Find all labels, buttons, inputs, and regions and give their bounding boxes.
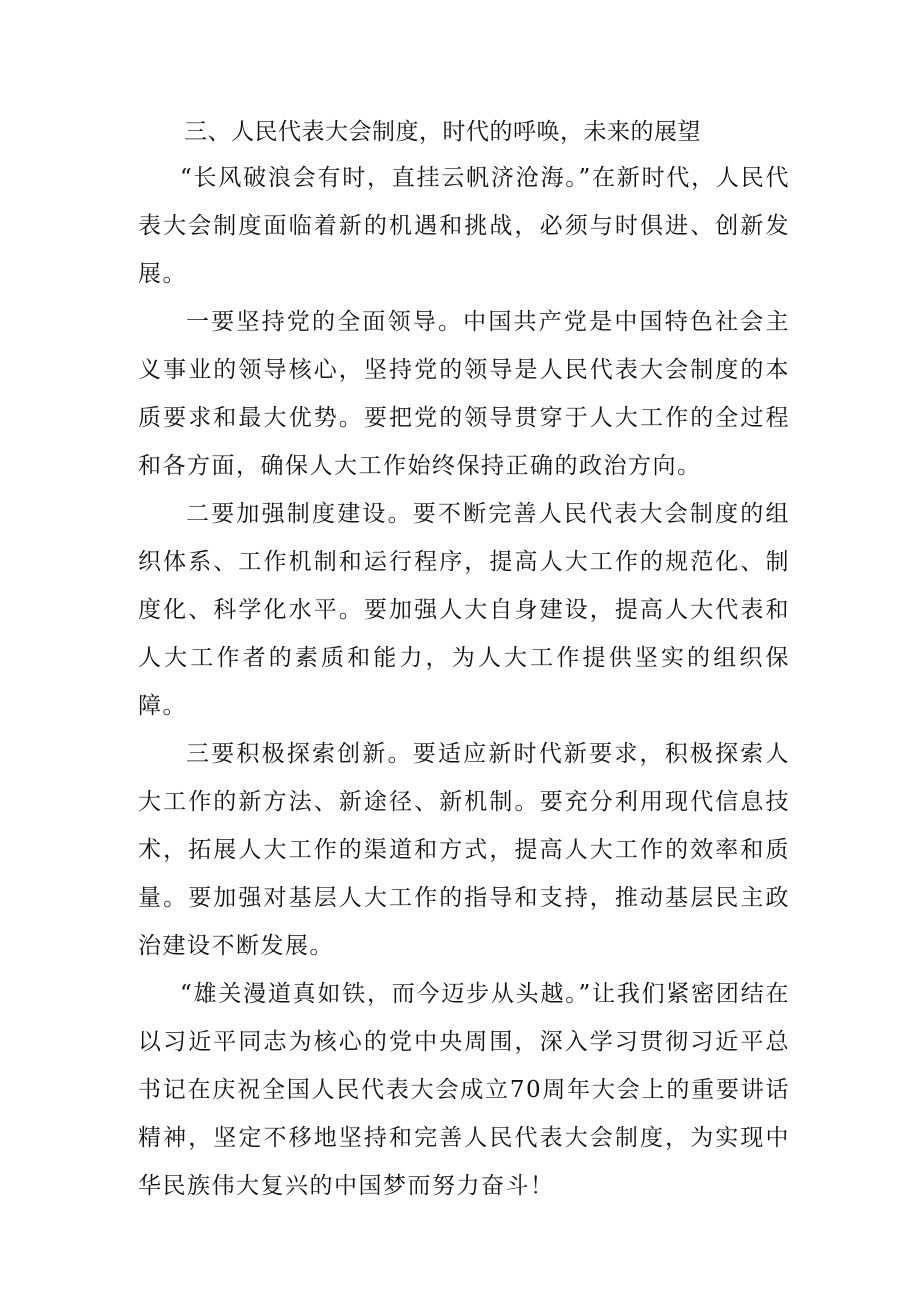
paragraph-system-building: 二要加强制度建设。要不断完善人民代表大会制度的组织体系、工作机制和运行程序，提高人大工作的规范化、制度化、科学化水平。要加强人大自身建设，提高人大代表和人大工作者的素质和能力，为人大工作提供坚实的组织保障。	[138, 501, 790, 719]
paragraph-party-leadership: 一要坚持党的全面领导。中国共产党是中国特色社会主义事业的领导核心，坚持党的领导是人民代表大会制度的本质要求和最大优势。要把党的领导贯穿于人大工作的全过程和各方面，确保人大工作始终保持正确的政治方向。	[138, 309, 790, 479]
document-body	[138, 110, 790, 1210]
paragraph-conclusion: “雄关漫道真如铁，而今迈步从头越。”让我们紧密团结在以习近平同志为核心的党中央周围，深入学习贯彻习近平总书记在庆祝全国人民代表大会成立70周年大会上的重要讲话精神，坚定不移地坚持和完善人民代表大会制度，为实现中华民族伟大复兴的中国梦而努力奋斗！	[138, 981, 790, 1199]
section-heading: 三、人民代表大会制度，时代的呼唤，未来的展望	[184, 119, 701, 145]
paragraph-innovation: 三要积极探索创新。要适应新时代新要求，积极探索人大工作的新方法、新途径、新机制。要充分利用现代信息技术，拓展人大工作的渠道和方式，提高人大工作的效率和质量。要加强对基层人大工作的指导和支持，推动基层民主政治建设不断发展。	[138, 741, 790, 959]
paragraph-intro: “长风破浪会有时，直挂云帆济沧海。”在新时代，人民代表大会制度面临着新的机遇和挑战，必须与时俱进、创新发展。	[138, 165, 790, 287]
